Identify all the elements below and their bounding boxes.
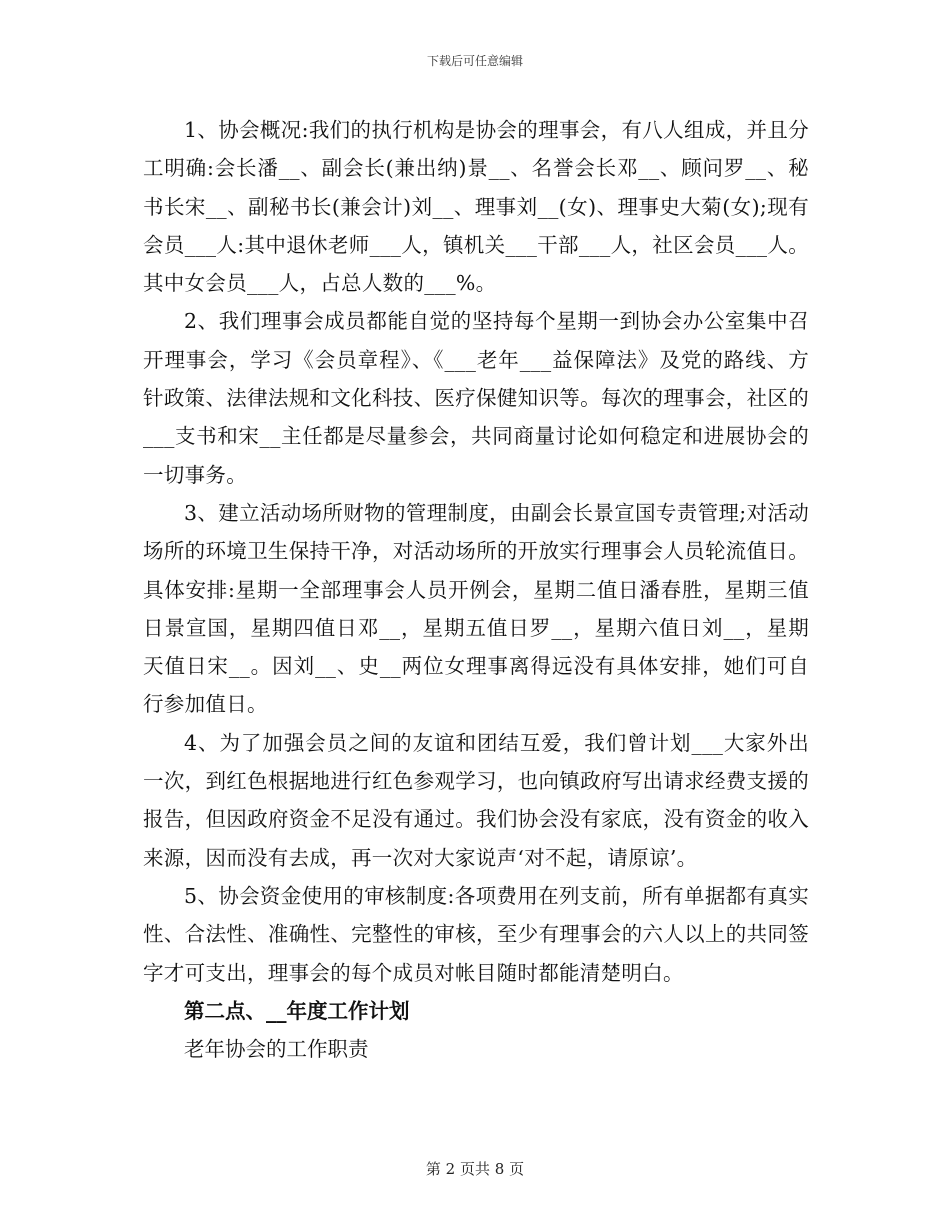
page-header-note: 下载后可任意编辑	[426, 54, 523, 68]
paragraph-5: 5、协会资金使用的审核制度:各项费用在列支前，所有单据都有真实性、合法性、准确性、完整性的审核，至少有理事会的六人以上的共同签字才可支出，理事会的每个成员对帐目随时都能清楚明白。	[143, 883, 809, 985]
paragraph-2: 2、我们理事会成员都能自觉的坚持每个星期一到协会办公室集中召开理事会，学习《会员章程》、《___老年___益保障法》及党的路线、方针政策、法律法规和文化科技、医疗保健知识等。每次的理事会，社区的___支书和宋__主任都是尽量参会，共同商量讨论如何稳定和进展协会的一切事务。	[143, 309, 809, 487]
section-heading: 第二点、__年度工作计划	[184, 998, 410, 1023]
page-number-footer: 第 2 页共 8 页	[425, 1160, 525, 1178]
paragraph-3: 3、建立活动场所财物的管理制度，由副会长景宣国专责管理;对活动场所的环境卫生保持干净，对活动场所的开放实行理事会人员轮流值日。具体安排:星期一全部理事会人员开例会，星期二值日潘春胜，星期三值日景宣国，星期四值日邓__，星期五值日罗__，星期六值日刘__，星期天值日宋__。因刘__、史__两位女理事离得远没有具体安排，她们可自行参加值日。	[143, 500, 809, 717]
paragraph-4: 4、为了加强会员之间的友谊和团结互爱，我们曾计划___大家外出一次，到红色根据地进行红色参观学习，也向镇政府写出请求经费支援的报告，但因政府资金不足没有通过。我们协会没有家底，没有资金的收入来源，因而没有去成，再一次对大家说声‘对不起，请原谅’。	[143, 730, 809, 870]
document-body	[143, 111, 809, 1068]
paragraph-1: 1、协会概况:我们的执行机构是协会的理事会，有八人组成，并且分工明确:会长潘__、副会长(兼出纳)景__、名誉会长邓__、顾问罗__、秘书长宋__、副秘书长(兼会计)刘__、理事刘__(女)、理事史大菊(女);现有会员___人:其中退休老师___人，镇机关___干部___人，社区会员___人。其中女会员___人，占总人数的___%。	[143, 118, 809, 296]
section-subtitle: 老年协会的工作职责	[184, 1037, 369, 1062]
